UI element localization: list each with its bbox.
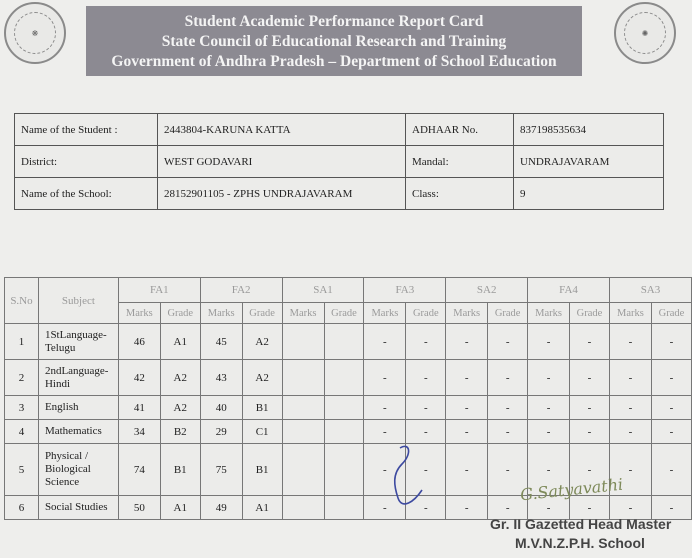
marks-col-header: Marks bbox=[446, 303, 488, 324]
fa2-marks: 29 bbox=[200, 420, 242, 444]
header-council: State Council of Educational Research and Training bbox=[161, 33, 507, 50]
sa1-marks bbox=[282, 396, 324, 420]
government-emblem-seal: ❋ bbox=[4, 2, 66, 64]
row-sno: 3 bbox=[5, 396, 39, 420]
marks-col-header: Marks bbox=[118, 303, 160, 324]
fa3-grade: - bbox=[406, 496, 446, 520]
fa1-grade: B2 bbox=[160, 420, 200, 444]
row-subject: 1StLanguage-Telugu bbox=[38, 324, 118, 360]
fa3-marks: - bbox=[364, 324, 406, 360]
class-value: 9 bbox=[514, 178, 664, 210]
sa1-grade bbox=[324, 420, 364, 444]
fa4-grade: - bbox=[570, 324, 610, 360]
sno-header: S.No bbox=[5, 278, 39, 324]
sa3-marks: - bbox=[609, 396, 651, 420]
header-title: Student Academic Performance Report Card bbox=[184, 13, 484, 30]
fa4-grade: - bbox=[570, 496, 610, 520]
fa1-grade: B1 bbox=[160, 444, 200, 496]
sa1-marks bbox=[282, 496, 324, 520]
report-header bbox=[86, 6, 582, 76]
student-name-value: 2443804-KARUNA KATTA bbox=[158, 114, 406, 146]
head-master-signature bbox=[490, 474, 690, 558]
fa1-marks: 46 bbox=[118, 324, 160, 360]
row-subject: Social Studies bbox=[38, 496, 118, 520]
signature-scribble: G.Satyavathi bbox=[519, 474, 624, 505]
sa3-marks: - bbox=[609, 444, 651, 496]
marks-col-header: Marks bbox=[282, 303, 324, 324]
school-value: 28152901105 - ZPHS UNDRAJAVARAM bbox=[158, 178, 406, 210]
row-sno: 1 bbox=[5, 324, 39, 360]
fa2-grade: B1 bbox=[242, 444, 282, 496]
fa2-grade: A2 bbox=[242, 324, 282, 360]
exam-header-fa3: FA3 bbox=[364, 278, 446, 303]
sa1-grade bbox=[324, 324, 364, 360]
sa2-marks: - bbox=[446, 396, 488, 420]
fa2-grade: A2 bbox=[242, 360, 282, 396]
grade-col-header: Grade bbox=[570, 303, 610, 324]
aadhaar-value: 837198535634 bbox=[514, 114, 664, 146]
sa2-grade: - bbox=[488, 324, 528, 360]
fa2-marks: 49 bbox=[200, 496, 242, 520]
marks-col-header: Marks bbox=[200, 303, 242, 324]
sa3-grade: - bbox=[651, 420, 691, 444]
district-value: WEST GODAVARI bbox=[158, 146, 406, 178]
sa1-marks bbox=[282, 324, 324, 360]
mandal-label: Mandal: bbox=[406, 146, 514, 178]
fa1-marks: 34 bbox=[118, 420, 160, 444]
signatory-title: Gr. II Gazetted Head Master bbox=[490, 516, 672, 532]
sa3-grade: - bbox=[651, 396, 691, 420]
school-label: Name of the School: bbox=[15, 178, 158, 210]
pen-mark-scribble bbox=[388, 440, 428, 510]
fa3-grade: - bbox=[406, 360, 446, 396]
row-sno: 5 bbox=[5, 444, 39, 496]
row-subject: Mathematics bbox=[38, 420, 118, 444]
sa2-grade: - bbox=[488, 360, 528, 396]
sa1-grade bbox=[324, 444, 364, 496]
grade-col-header: Grade bbox=[160, 303, 200, 324]
fa3-grade: - bbox=[406, 420, 446, 444]
header-department: Government of Andhra Pradesh – Department of School Education bbox=[111, 53, 557, 70]
fa2-marks: 43 bbox=[200, 360, 242, 396]
fa2-grade: C1 bbox=[242, 420, 282, 444]
sa1-grade bbox=[324, 396, 364, 420]
sa1-grade bbox=[324, 496, 364, 520]
sa3-grade: - bbox=[651, 360, 691, 396]
exam-header-fa1: FA1 bbox=[118, 278, 200, 303]
row-subject: Physical / Biological Science bbox=[38, 444, 118, 496]
fa1-grade: A2 bbox=[160, 360, 200, 396]
grade-col-header: Grade bbox=[488, 303, 528, 324]
fa3-grade: - bbox=[406, 444, 446, 496]
sa2-grade: - bbox=[488, 420, 528, 444]
exam-header-sa1: SA1 bbox=[282, 278, 364, 303]
signatory-school: M.V.N.Z.P.H. School bbox=[515, 535, 645, 551]
grade-col-header: Grade bbox=[651, 303, 691, 324]
sa3-grade: - bbox=[651, 324, 691, 360]
fa1-marks: 50 bbox=[118, 496, 160, 520]
sa2-grade: - bbox=[488, 496, 528, 520]
table-row bbox=[5, 420, 692, 444]
grade-col-header: Grade bbox=[324, 303, 364, 324]
fa4-grade: - bbox=[570, 420, 610, 444]
student-info-table bbox=[14, 113, 664, 210]
student-name-label: Name of the Student : bbox=[15, 114, 158, 146]
fa3-marks: - bbox=[364, 496, 406, 520]
fa2-grade: A1 bbox=[242, 496, 282, 520]
fa4-marks: - bbox=[528, 420, 570, 444]
fa4-grade: - bbox=[570, 360, 610, 396]
row-subject: 2ndLanguage-Hindi bbox=[38, 360, 118, 396]
row-subject: English bbox=[38, 396, 118, 420]
fa1-marks: 41 bbox=[118, 396, 160, 420]
sa3-marks: - bbox=[609, 496, 651, 520]
fa1-grade: A1 bbox=[160, 324, 200, 360]
fa2-marks: 40 bbox=[200, 396, 242, 420]
sa1-marks bbox=[282, 444, 324, 496]
subject-header: Subject bbox=[38, 278, 118, 324]
marks-col-header: Marks bbox=[364, 303, 406, 324]
sa1-marks bbox=[282, 420, 324, 444]
marks-col-header: Marks bbox=[609, 303, 651, 324]
fa2-marks: 45 bbox=[200, 324, 242, 360]
grade-col-header: Grade bbox=[242, 303, 282, 324]
fa2-grade: B1 bbox=[242, 396, 282, 420]
sa2-grade: - bbox=[488, 396, 528, 420]
exam-header-fa2: FA2 bbox=[200, 278, 282, 303]
row-sno: 2 bbox=[5, 360, 39, 396]
table-row bbox=[5, 360, 692, 396]
district-label: District: bbox=[15, 146, 158, 178]
exam-header-fa4: FA4 bbox=[528, 278, 610, 303]
sa2-marks: - bbox=[446, 496, 488, 520]
fa3-marks: - bbox=[364, 420, 406, 444]
sa3-marks: - bbox=[609, 324, 651, 360]
row-sno: 4 bbox=[5, 420, 39, 444]
grade-col-header: Grade bbox=[406, 303, 446, 324]
fa3-marks: - bbox=[364, 396, 406, 420]
fa4-marks: - bbox=[528, 360, 570, 396]
aadhaar-label: ADHAAR No. bbox=[406, 114, 514, 146]
sa2-marks: - bbox=[446, 444, 488, 496]
fa1-marks: 74 bbox=[118, 444, 160, 496]
sa3-marks: - bbox=[609, 420, 651, 444]
fa4-marks: - bbox=[528, 396, 570, 420]
sa1-marks bbox=[282, 360, 324, 396]
fa4-marks: - bbox=[528, 324, 570, 360]
sa3-grade: - bbox=[651, 496, 691, 520]
sa2-marks: - bbox=[446, 420, 488, 444]
fa3-grade: - bbox=[406, 396, 446, 420]
sa3-grade: - bbox=[651, 444, 691, 496]
fa1-marks: 42 bbox=[118, 360, 160, 396]
exam-header-sa2: SA2 bbox=[446, 278, 528, 303]
sa1-grade bbox=[324, 360, 364, 396]
sa2-marks: - bbox=[446, 360, 488, 396]
fa4-grade: - bbox=[570, 396, 610, 420]
fa3-grade: - bbox=[406, 324, 446, 360]
marks-col-header: Marks bbox=[528, 303, 570, 324]
mandal-value: UNDRAJAVARAM bbox=[514, 146, 664, 178]
fa4-marks: - bbox=[528, 444, 570, 496]
scert-seal: ✺ bbox=[614, 2, 676, 64]
row-sno: 6 bbox=[5, 496, 39, 520]
sa3-marks: - bbox=[609, 360, 651, 396]
sa2-marks: - bbox=[446, 324, 488, 360]
table-row bbox=[5, 396, 692, 420]
table-row bbox=[5, 324, 692, 360]
fa1-grade: A2 bbox=[160, 396, 200, 420]
sa2-grade: - bbox=[488, 444, 528, 496]
exam-header-sa3: SA3 bbox=[609, 278, 691, 303]
fa2-marks: 75 bbox=[200, 444, 242, 496]
class-label: Class: bbox=[406, 178, 514, 210]
fa4-marks: - bbox=[528, 496, 570, 520]
fa4-grade: - bbox=[570, 444, 610, 496]
fa1-grade: A1 bbox=[160, 496, 200, 520]
fa3-marks: - bbox=[364, 444, 406, 496]
fa3-marks: - bbox=[364, 360, 406, 396]
